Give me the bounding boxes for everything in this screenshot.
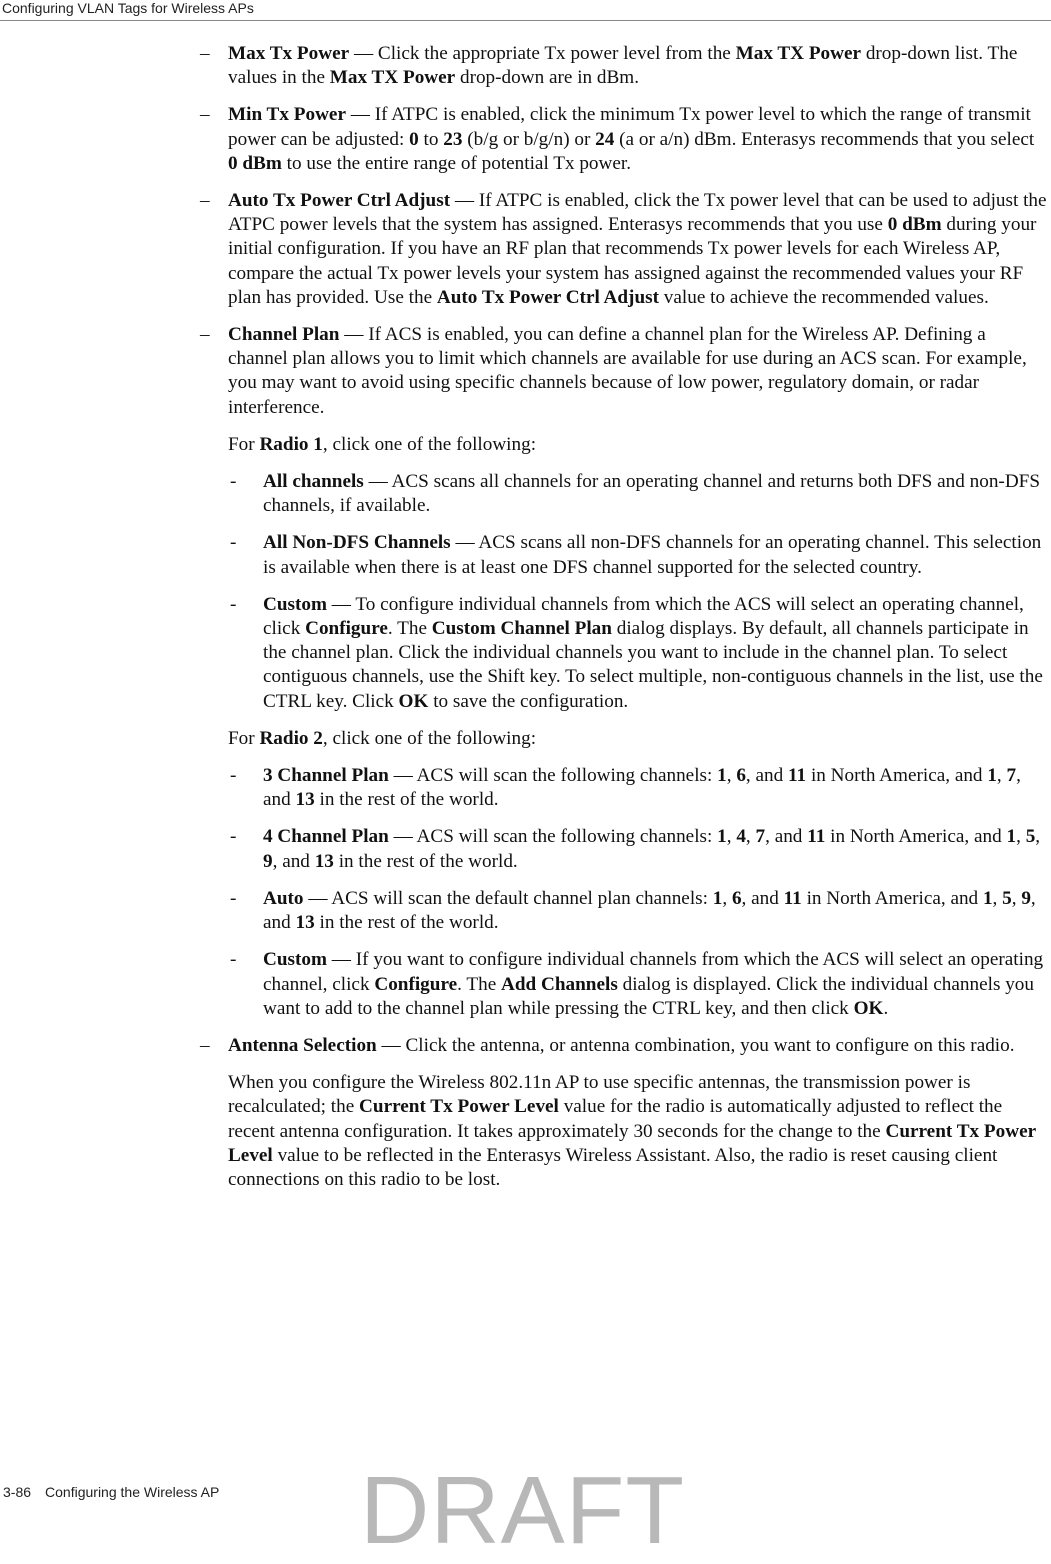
bold-run: Max TX Power: [735, 43, 862, 64]
page-number: 3-86: [3, 1484, 32, 1500]
text-run: drop-down list. The values in the: [228, 43, 1018, 89]
text-run: (a or a/n) dBm. Enterasys recommends that you select: [614, 128, 1035, 150]
text-run: value to achieve the recommended values.: [658, 286, 989, 308]
text-run: ,: [726, 765, 737, 787]
entry-text: [228, 103, 1048, 176]
text-run: dialog displays. By default, all channels participate in the channel plan. Click the individual channels you want to include in the channel plan. To select contiguous channels, use the Shift key. To select multiple, non-contiguous channels in the list, use the CTRL key. Click: [263, 618, 1043, 712]
text-run: — Click the antenna, or antenna combination, you want to configure on this radio.: [376, 1034, 1015, 1056]
bold-run: Configure: [305, 618, 388, 640]
text-run: . The: [457, 973, 502, 995]
option-radio2-custom: [0, 948, 1051, 1021]
text-run: For: [228, 727, 260, 749]
bold-run: Radio 1: [259, 433, 323, 455]
page-footer: [3, 1484, 219, 1500]
text-run: , click one of the following:: [322, 727, 537, 749]
bold-run: 5: [1025, 826, 1036, 848]
bold-run: Custom Channel Plan: [431, 618, 612, 640]
bold-run: Radio 2: [259, 727, 323, 749]
hyphen-bullet: -: [230, 593, 237, 615]
hyphen-bullet: -: [230, 532, 237, 554]
text-run: value for the radio is automatically adjusted to reflect the recent antenna configuration. It takes approximately 30 seconds for the change to the: [228, 1096, 1003, 1142]
bold-run: Current Tx Power Level: [228, 1120, 1036, 1166]
text-run: — If ATPC is enabled, click the Tx power level that can be used to adjust the ATPC power levels that the system has assigned. Enterasys recommends that you use: [228, 190, 1047, 236]
document-body: [0, 42, 1051, 1205]
header-rule: [0, 20, 1051, 21]
entry-text: [228, 189, 1048, 310]
text-run: in the rest of the world.: [314, 789, 499, 811]
option-term: 3 Channel Plan: [263, 765, 389, 787]
bold-run: 13: [295, 789, 315, 811]
option-term: Auto: [263, 887, 304, 909]
text-run: .: [883, 997, 889, 1019]
text-run: , and: [741, 887, 784, 909]
text-run: drop-down are in dBm.: [455, 67, 640, 89]
text-run: . The: [387, 618, 432, 640]
text-run: — If ATPC is enabled, click the minimum Tx power level to which the range of transmit power can be adjusted:: [228, 104, 1031, 150]
text-run: ,: [745, 826, 756, 848]
bold-run: Max TX Power: [329, 67, 456, 89]
text-run: (b/g or b/g/n) or: [462, 128, 596, 150]
option-auto: [0, 887, 1051, 935]
entry-text: [228, 42, 1048, 90]
entry-term: Auto Tx Power Ctrl Adjust: [228, 190, 451, 212]
hyphen-bullet: -: [230, 471, 237, 493]
entry-max-tx-power: [0, 42, 1051, 90]
text-run: — ACS scans all channels for an operating channel and returns both DFS and non-DFS channels, if available.: [263, 471, 1041, 517]
text-run: value to be reflected in the Enterasys Wireless Assistant. Also, the radio is reset causing client connections on this radio to be lost.: [228, 1144, 998, 1190]
bold-run: 1: [717, 826, 727, 848]
text-run: , and: [765, 826, 808, 848]
text-run: — If ACS is enabled, you can define a channel plan for the Wireless AP. Defining a channel plan allows you to limit which channels are available for use during an ACS scan. For example, you may want to avoid using specific channels because of low power, regulatory domain, or radar interference.: [228, 324, 1027, 418]
text-run: , and: [272, 850, 315, 872]
footer-section-title: Configuring the Wireless AP: [45, 1484, 220, 1500]
bold-run: 9: [1021, 887, 1031, 909]
option-term: All channels: [263, 471, 364, 493]
option-3-channel-plan: [0, 764, 1051, 812]
bold-run: 24: [595, 128, 615, 150]
text-run: — ACS will scan the default channel plan channels:: [303, 887, 713, 909]
option-term: 4 Channel Plan: [263, 826, 389, 848]
text-run: ,: [996, 765, 1007, 787]
text-run: — ACS scans all non-DFS channels for an operating channel. This selection is available when there is at least one DFS channel supported for the selected country.: [263, 532, 1042, 578]
option-term: Custom: [263, 593, 327, 615]
bold-run: 1: [712, 887, 723, 909]
bold-run: 7: [1006, 765, 1017, 787]
entry-antenna-selection: [0, 1034, 1051, 1058]
entry-term: Antenna Selection: [228, 1034, 377, 1056]
bold-run: OK: [853, 997, 884, 1019]
bold-run: Auto Tx Power Ctrl Adjust: [436, 286, 659, 308]
dash-bullet: –: [200, 104, 210, 126]
hyphen-bullet: -: [230, 765, 237, 787]
bold-run: 1: [717, 765, 727, 787]
text-run: ,: [1035, 826, 1041, 848]
bold-run: Add Channels: [501, 973, 618, 995]
bold-run: 11: [788, 765, 807, 787]
text-run: , and: [745, 765, 789, 787]
option-4-channel-plan: [0, 825, 1051, 873]
text-run: , and: [263, 765, 1021, 811]
bold-run: 9: [263, 850, 273, 872]
bold-run: 1: [982, 887, 993, 909]
text-run: When you configure the Wireless 802.11n AP to use specific antennas, the transmission power is recalculated; the: [228, 1072, 971, 1118]
bold-run: Current Tx Power Level: [359, 1096, 559, 1118]
text-run: in North America, and: [806, 765, 988, 787]
option-all-non-dfs-channels: [0, 531, 1051, 579]
entry-term: Channel Plan: [228, 324, 340, 346]
bold-run: 1: [987, 765, 997, 787]
text-run: to save the configuration.: [428, 690, 629, 712]
bold-run: Configure: [374, 973, 458, 995]
bold-run: 23: [443, 128, 463, 150]
option-term: Custom: [263, 949, 327, 971]
option-all-channels: [0, 470, 1051, 518]
bold-run: OK: [398, 690, 429, 712]
text-run: — ACS will scan the following channels:: [388, 765, 718, 787]
bold-run: 13: [295, 912, 315, 934]
bold-run: 0: [409, 128, 419, 150]
text-run: — Click the appropriate Tx power level from the: [349, 43, 736, 64]
radio2-intro: [0, 727, 1051, 751]
text-run: dialog is displayed. Click the individual channels you want to add to the channel plan while pressing the CTRL key, and then click: [263, 973, 1034, 1019]
bold-run: 6: [731, 887, 742, 909]
dash-bullet: –: [200, 1034, 210, 1056]
text-run: ,: [722, 887, 732, 909]
text-run: in North America, and: [825, 826, 1007, 848]
text-run: , click one of the following:: [322, 433, 537, 455]
text-run: ,: [1016, 826, 1026, 848]
text-run: in North America, and: [801, 887, 983, 909]
text-run: For: [228, 433, 260, 455]
text-run: to use the entire range of potential Tx power.: [281, 152, 632, 174]
entry-text: [228, 323, 1048, 420]
text-run: — If you want to configure individual channels from which the ACS will select an operating channel, click: [263, 949, 1044, 995]
entry-term: Min Tx Power: [228, 104, 346, 126]
entry-auto-tx-power-ctrl-adjust: [0, 189, 1051, 310]
dash-bullet: –: [200, 324, 210, 346]
running-header: Configuring VLAN Tags for Wireless APs: [2, 0, 254, 16]
text-run: — To configure individual channels from which the ACS will select an operating channel, click: [263, 593, 1024, 640]
text-run: during your initial configuration. If you have an RF plan that recommends Tx power levels for each Wireless AP, compare the actual Tx power levels your system has assigned against the recommended values your RF plan has provided. Use the: [228, 214, 1037, 308]
dash-bullet: –: [200, 190, 210, 212]
hyphen-bullet: -: [230, 949, 237, 971]
bold-run: 11: [807, 826, 826, 848]
hyphen-bullet: -: [230, 826, 237, 848]
text-run: ,: [726, 826, 737, 848]
bold-run: 11: [783, 887, 802, 909]
text-run: to: [418, 128, 444, 150]
dash-bullet: –: [200, 43, 210, 64]
text-run: ,: [992, 887, 1003, 909]
antenna-note: [0, 1071, 1051, 1192]
bold-run: 0 dBm: [887, 214, 942, 236]
bold-run: 0 dBm: [228, 152, 282, 174]
bold-run: 7: [755, 826, 766, 848]
text-run: in the rest of the world.: [333, 850, 518, 872]
text-run: ,: [1011, 887, 1022, 909]
bold-run: 13: [314, 850, 334, 872]
bold-run: 5: [1002, 887, 1012, 909]
draft-watermark: DRAFT: [360, 1457, 685, 1564]
entry-text: [228, 1034, 1048, 1058]
entry-term: Max Tx Power: [228, 43, 350, 64]
hyphen-bullet: -: [230, 887, 237, 909]
radio1-intro: [0, 433, 1051, 457]
text-run: in the rest of the world.: [314, 912, 499, 934]
bold-run: 1: [1006, 826, 1017, 848]
text-run: — ACS will scan the following channels:: [388, 826, 718, 848]
entry-channel-plan: [0, 323, 1051, 420]
option-radio1-custom: [0, 593, 1051, 714]
entry-min-tx-power: [0, 103, 1051, 176]
bold-run: 4: [736, 826, 746, 848]
text-run: , and: [263, 887, 1036, 934]
bold-run: 6: [736, 765, 746, 787]
option-term: All Non-DFS Channels: [263, 532, 451, 554]
